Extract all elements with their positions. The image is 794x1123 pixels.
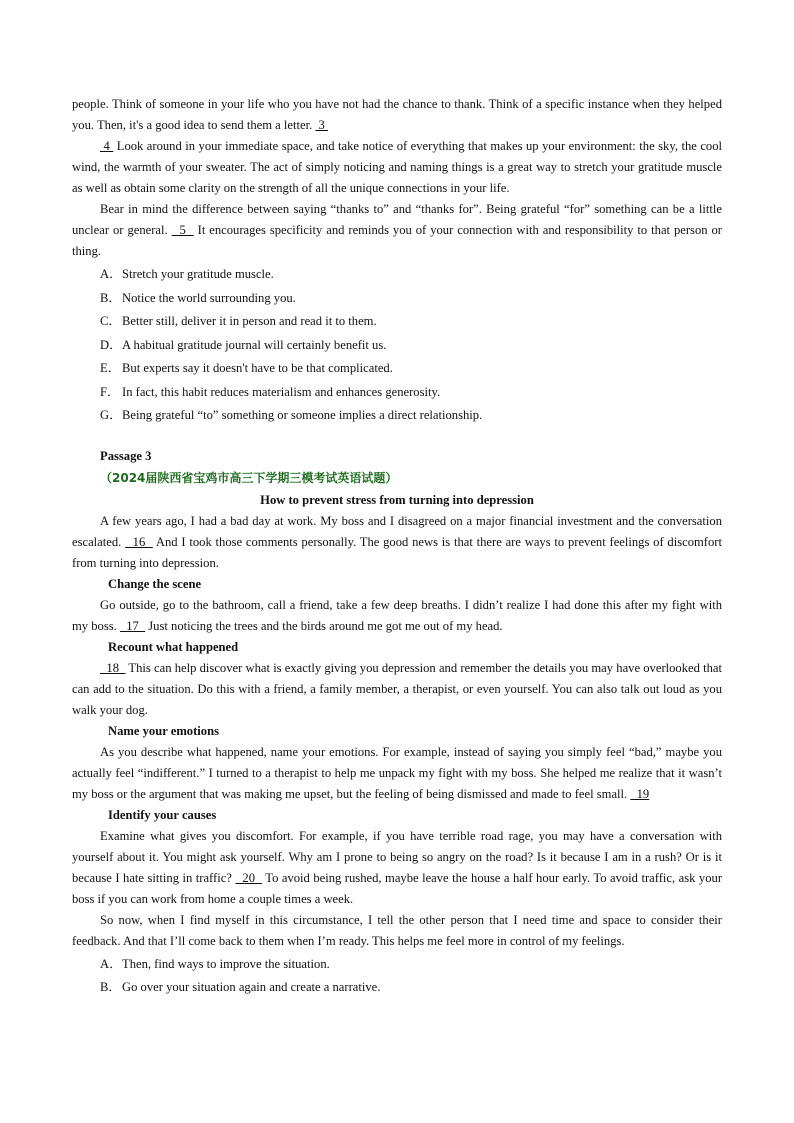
option-item: E． But experts say it doesn't have to be that complicated. [100, 361, 393, 375]
paragraph: 4 Look around in your immediate space, and take notice of everything that makes up your environment: the sky, the cool wind, the warmth of your sweater. The act of simply noticing and naming things is a great way to stretch your gratitude muscle as well as obtain some clarity on the strength of all the unique connections in your life. [72, 139, 722, 195]
blank-5[interactable]: 5 [171, 223, 194, 237]
blank-16[interactable]: 16 [125, 534, 153, 549]
section-heading: Name your emotions [108, 723, 220, 738]
section-heading: Recount what happened [108, 639, 239, 654]
paragraph: Go outside, go to the bathroom, call a friend, take a few deep breaths. I didn’t realize I had done this after my fight with my boss. 17 Just noticing the trees and the birds around me got me out of my head. [72, 597, 722, 633]
paragraph: people. Think of someone in your life who you have not had the chance to thank. Think of a specific instance when they helped you. Then, it's a good idea to send them a letter. 3 [72, 97, 722, 132]
option-item: B．Go over your situation again and create a narrative. [100, 980, 381, 994]
section-heading: Change the scene [108, 576, 202, 591]
option-item: F． In fact, this habit reduces materialism and enhances generosity. [100, 384, 441, 399]
section-heading: Identify your causes [108, 807, 217, 822]
blank-18[interactable]: 18 [100, 660, 126, 675]
option-item: G．Being grateful “to” something or someone implies a direct relationship. [100, 408, 483, 422]
article-title: How to prevent stress from turning into depression [260, 492, 534, 507]
option-item: D．A habitual gratitude journal will certainly benefit us. [100, 337, 387, 352]
option-item: C．Better still, deliver it in person and read it to them. [100, 314, 377, 328]
paragraph: As you describe what happened, name your emotions. For example, instead of saying you simply feel “bad,” maybe you actually feel “indifferent.” I turned to a therapist to help me unpack my fight with my boss. She helped me realize that it wasn’t my boss or the argument that was making me upset, but the feeling of being dismissed and made to feel small. 19 [72, 744, 722, 801]
paragraph: So now, when I find myself in this circumstance, I tell the other person that I need time and space to consider their feedback. And that I’ll come back to them when I’m ready. This helps me feel more in control of my feelings. [72, 912, 722, 948]
option-item: A．Then, find ways to improve the situation. [100, 956, 330, 971]
paragraph: Examine what gives you discomfort. For example, if you have terrible road rage, you may have a conversation with yourself about it. You might ask yourself. Why am I prone to being so angry on the road? Is it because I am in a rush? Or is it because I hate sitting in traffic? 20 To avoid being rushed, maybe leave the house a half hour early. To avoid traffic, ask your boss if you can work from home a couple times a week. [72, 828, 723, 906]
option-item: A．Stretch your gratitude muscle. [100, 267, 274, 281]
spacer [72, 428, 722, 446]
blank-20[interactable]: 20 [235, 870, 262, 885]
document-content [72, 94, 722, 1000]
paragraph: A few years ago, I had a bad day at work. My boss and I disagreed on a major financial investment and the conversation escalated. 16 And I took those comments personally. The good news is that there are ways to prevent feelings of discomfort from turning into depression. [72, 513, 722, 570]
blank-19[interactable]: 19 [630, 786, 650, 801]
blank-17[interactable]: 17 [119, 618, 146, 633]
blank-4[interactable]: 4 [100, 139, 114, 153]
passage-label: Passage 3 [100, 448, 152, 463]
options-list [72, 263, 722, 428]
paragraph: 18 This can help discover what is exactly giving you depression and remember the details you may have overlooked that can add to the situation. Do this with a friend, a family member, a therapist, or even yourself. You can also talk out loud as you walk your dog. [72, 660, 723, 717]
option-item: B．Notice the world surrounding you. [100, 290, 296, 305]
options-list [72, 953, 722, 1000]
passage-source: （2024届陕西省宝鸡市高三下学期三模考试英语试题） [100, 470, 398, 485]
blank-3[interactable]: 3 [315, 118, 328, 132]
paragraph: Bear in mind the difference between saying “thanks to” and “thanks for”. Being grateful “for” something can be a little unclear or general. 5 It encourages specificity and reminds you of your connection with and responsibility to that person or thing. [72, 202, 722, 258]
